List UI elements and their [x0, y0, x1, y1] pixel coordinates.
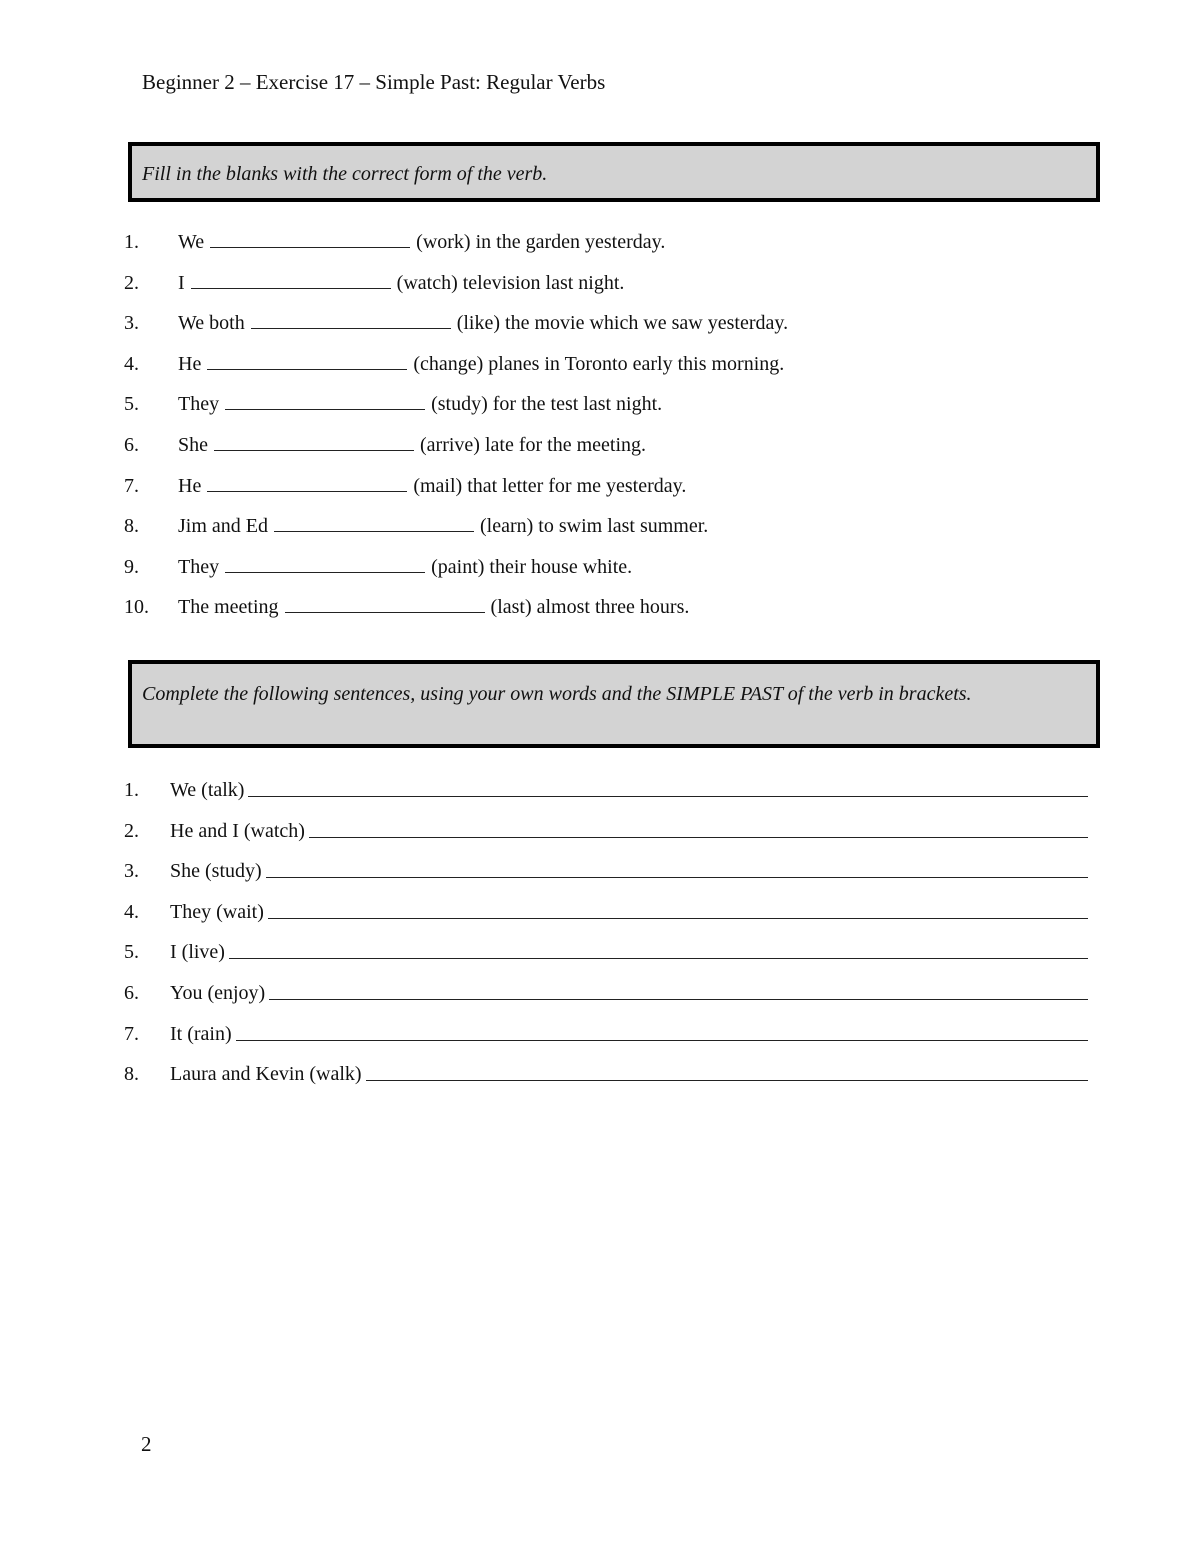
answer-line[interactable]: [269, 973, 1088, 1000]
sentence-start: I: [178, 271, 185, 294]
sentence-start: We both: [178, 312, 245, 335]
sentence-end: (paint) their house white.: [431, 555, 633, 578]
instruction-text: Fill in the blanks with the correct form of the verb.: [142, 163, 548, 185]
answer-line[interactable]: [266, 851, 1088, 878]
item-number: 5.: [124, 941, 139, 964]
answer-line[interactable]: [366, 1054, 1088, 1081]
answer-blank[interactable]: [191, 266, 391, 289]
item-number: 5.: [124, 393, 139, 416]
answer-line[interactable]: [236, 1014, 1088, 1041]
item-number: 10.: [124, 596, 149, 619]
page-number: 2: [141, 1432, 152, 1456]
sentence-start: He: [178, 352, 202, 375]
sentence-end: (last) almost three hours.: [490, 596, 690, 619]
sentence-start: We: [178, 231, 205, 253]
item-number: 2.: [124, 271, 139, 294]
sentence-start: She: [178, 433, 208, 456]
instruction-box-complete-sentences: [128, 660, 1100, 748]
sentence-prompt: They (wait): [170, 900, 264, 923]
item-number: 3.: [124, 312, 139, 335]
item-number: 7.: [124, 474, 139, 497]
item-number: 8.: [124, 1063, 139, 1086]
sentence-prompt: She (study): [170, 860, 262, 883]
answer-blank[interactable]: [285, 590, 485, 613]
sentence-start: The meeting: [178, 596, 279, 619]
sentence-start: They: [178, 393, 220, 416]
sentence-start: He: [178, 474, 202, 497]
answer-blank[interactable]: [214, 428, 414, 451]
answer-blank[interactable]: [210, 225, 410, 248]
item-number: 3.: [124, 860, 139, 883]
item-number: 9.: [124, 555, 139, 578]
page-title: Beginner 2 – Exercise 17 – Simple Past: Regular Verbs: [142, 70, 606, 94]
answer-blank[interactable]: [225, 550, 425, 573]
item-number: 1.: [124, 779, 139, 801]
sentence-prompt: We (talk): [170, 779, 245, 801]
item-number: 7.: [124, 1022, 139, 1045]
item-number: 2.: [124, 819, 139, 842]
sentence-end: (like) the movie which we saw yesterday.: [456, 312, 789, 335]
answer-line[interactable]: [309, 811, 1088, 838]
answer-blank[interactable]: [225, 387, 425, 410]
sentence-prompt: You (enjoy): [170, 981, 266, 1004]
answer-line[interactable]: [229, 932, 1088, 959]
answer-line[interactable]: [248, 770, 1088, 797]
answer-blank[interactable]: [207, 469, 407, 492]
answer-blank[interactable]: [207, 347, 407, 370]
sentence-prompt: I (live): [170, 941, 225, 964]
item-number: 1.: [124, 231, 139, 253]
sentence-end: (study) for the test last night.: [431, 393, 663, 416]
item-number: 4.: [124, 352, 139, 375]
sentence-end: (learn) to swim last summer.: [480, 515, 709, 538]
instruction-text: Complete the following sentences, using your own words and the SIMPLE PAST of the verb in brackets.: [142, 683, 972, 705]
instruction-box-fill-blanks: [128, 142, 1100, 202]
sentence-prompt: Laura and Kevin (walk): [170, 1063, 362, 1086]
sentence-end: (arrive) late for the meeting.: [420, 433, 646, 456]
sentence-prompt: It (rain): [170, 1022, 232, 1045]
item-number: 6.: [124, 981, 139, 1004]
answer-blank[interactable]: [274, 509, 474, 532]
sentence-end: (watch) television last night.: [396, 271, 625, 294]
sentence-end: (work) in the garden yesterday.: [416, 231, 666, 253]
item-number: 4.: [124, 900, 139, 923]
item-number: 6.: [124, 433, 139, 456]
sentence-start: Jim and Ed: [178, 515, 268, 538]
sentence-start: They: [178, 555, 220, 578]
sentence-end: (change) planes in Toronto early this morning.: [413, 352, 785, 375]
item-number: 8.: [124, 515, 139, 538]
answer-line[interactable]: [268, 892, 1088, 919]
answer-blank[interactable]: [251, 306, 451, 329]
sentence-end: (mail) that letter for me yesterday.: [413, 474, 687, 497]
sentence-prompt: He and I (watch): [170, 819, 305, 842]
